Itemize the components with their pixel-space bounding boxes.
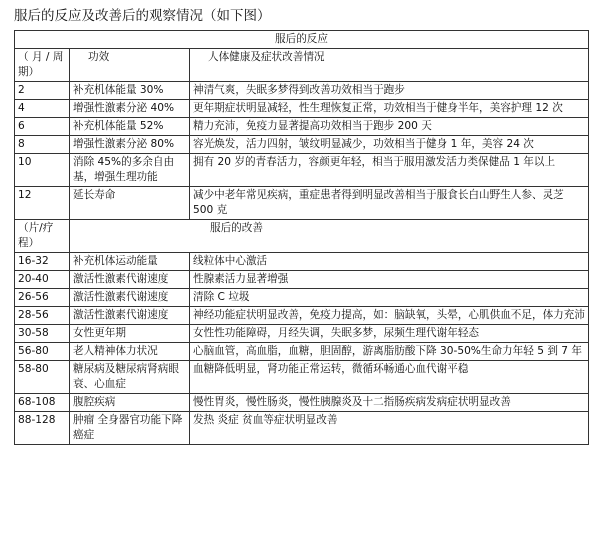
detail-cell: 女性性功能障碍，月经失调，失眠多梦，尿频生理代谢年轻态 bbox=[190, 325, 589, 343]
header-effect: 功效 bbox=[70, 49, 190, 82]
effect-cell: 增强性激素分泌 80% bbox=[70, 136, 190, 154]
section2-banner: 服后的改善 bbox=[70, 220, 589, 253]
effect-cell: 延长寿命 bbox=[70, 187, 190, 220]
table-row bbox=[15, 343, 589, 361]
effect-cell: 增强性激素分泌 40% bbox=[70, 100, 190, 118]
effect-cell: 补充机体能量 30% bbox=[70, 82, 190, 100]
effect-cell: 腹腔疾病 bbox=[70, 394, 190, 412]
effect-cell: 补充机体运动能量 bbox=[70, 253, 190, 271]
detail-cell: 容光焕发，活力四射，皱纹明显减少，功效相当于健身 1 年，美容 24 次 bbox=[190, 136, 589, 154]
document-title: 服后的反应及改善后的观察情况（如下图） bbox=[14, 8, 271, 24]
period-cell: 56-80 bbox=[15, 343, 70, 361]
detail-cell: 心脑血管，高血脂，血糖，胆固醇，游离脂肪酸下降 30-50%生命力年轻 5 到 7 年 bbox=[190, 343, 589, 361]
detail-cell: 精力充沛，免疫力显著提高功效相当于跑步 200 天 bbox=[190, 118, 589, 136]
detail-cell: 更年期症状明显减轻，性生理恢复正常，功效相当于健身半年，美容护理 12 次 bbox=[190, 100, 589, 118]
detail-cell: 拥有 20 岁的青春活力，容颜更年轻，相当于服用激发活力类保健品 1 年以上 bbox=[190, 154, 589, 187]
header-detail: 人体健康及症状改善情况 bbox=[190, 49, 589, 82]
period-cell: 16-32 bbox=[15, 253, 70, 271]
table-row bbox=[15, 394, 589, 412]
effect-cell: 消除 45%的多余自由基，增强生理功能 bbox=[70, 154, 190, 187]
detail-cell: 慢性胃炎，慢性肠炎，慢性胰腺炎及十二指肠疾病发病症状明显改善 bbox=[190, 394, 589, 412]
table-row bbox=[15, 307, 589, 325]
period-cell: 30-58 bbox=[15, 325, 70, 343]
table-row bbox=[15, 136, 589, 154]
period-cell: 8 bbox=[15, 136, 70, 154]
detail-cell: 线粒体中心激活 bbox=[190, 253, 589, 271]
effect-cell: 补充机体能量 52% bbox=[70, 118, 190, 136]
table-row bbox=[15, 412, 589, 445]
section1-header-row bbox=[15, 49, 589, 82]
table-row bbox=[15, 253, 589, 271]
period-cell: 28-56 bbox=[15, 307, 70, 325]
period-cell: 20-40 bbox=[15, 271, 70, 289]
table-row bbox=[15, 361, 589, 394]
table-row bbox=[15, 154, 589, 187]
table-row bbox=[15, 100, 589, 118]
detail-cell: 发热 炎症 贫血等症状明显改善 bbox=[190, 412, 589, 445]
header-period-course: （片/疗程） bbox=[15, 220, 70, 253]
period-cell: 10 bbox=[15, 154, 70, 187]
table-row bbox=[15, 289, 589, 307]
detail-cell: 血糖降低明显，肾功能正常运转，微循环畅通心血代谢平稳 bbox=[190, 361, 589, 394]
effect-cell: 肿瘤 全身器官功能下降癌症 bbox=[70, 412, 190, 445]
section1-banner-row bbox=[15, 31, 589, 49]
section1-banner: 服后的反应 bbox=[15, 31, 589, 49]
effect-cell: 激活性激素代谢速度 bbox=[70, 307, 190, 325]
table-row bbox=[15, 187, 589, 220]
table-row bbox=[15, 82, 589, 100]
detail-cell: 减少中老年常见疾病，重症患者得到明显改善相当于服食长白山野生人参、灵芝 500 克 bbox=[190, 187, 589, 220]
period-cell: 2 bbox=[15, 82, 70, 100]
effect-cell: 激活性激素代谢速度 bbox=[70, 289, 190, 307]
detail-cell: 清除 C 垃圾 bbox=[190, 289, 589, 307]
period-cell: 12 bbox=[15, 187, 70, 220]
period-cell: 4 bbox=[15, 100, 70, 118]
table-row bbox=[15, 118, 589, 136]
effect-cell: 老人精神体力状况 bbox=[70, 343, 190, 361]
detail-cell: 性腺素活力显著增强 bbox=[190, 271, 589, 289]
header-period: （ 月 / 周 期） bbox=[15, 49, 70, 82]
section2-header-row bbox=[15, 220, 589, 253]
period-cell: 6 bbox=[15, 118, 70, 136]
period-cell: 88-128 bbox=[15, 412, 70, 445]
effect-cell: 女性更年期 bbox=[70, 325, 190, 343]
detail-cell: 神清气爽，失眠多梦得到改善功效相当于跑步 bbox=[190, 82, 589, 100]
table-row bbox=[15, 271, 589, 289]
effect-cell: 激活性激素代谢速度 bbox=[70, 271, 190, 289]
table-row bbox=[15, 325, 589, 343]
detail-cell: 神经功能症状明显改善，免疫力提高，如：脑缺氧，头晕，心肌供血不足，体力充沛 bbox=[190, 307, 589, 325]
effect-cell: 糖尿病及糖尿病肾病眼衰、心血症 bbox=[70, 361, 190, 394]
observation-table bbox=[14, 30, 589, 445]
period-cell: 26-56 bbox=[15, 289, 70, 307]
period-cell: 68-108 bbox=[15, 394, 70, 412]
period-cell: 58-80 bbox=[15, 361, 70, 394]
